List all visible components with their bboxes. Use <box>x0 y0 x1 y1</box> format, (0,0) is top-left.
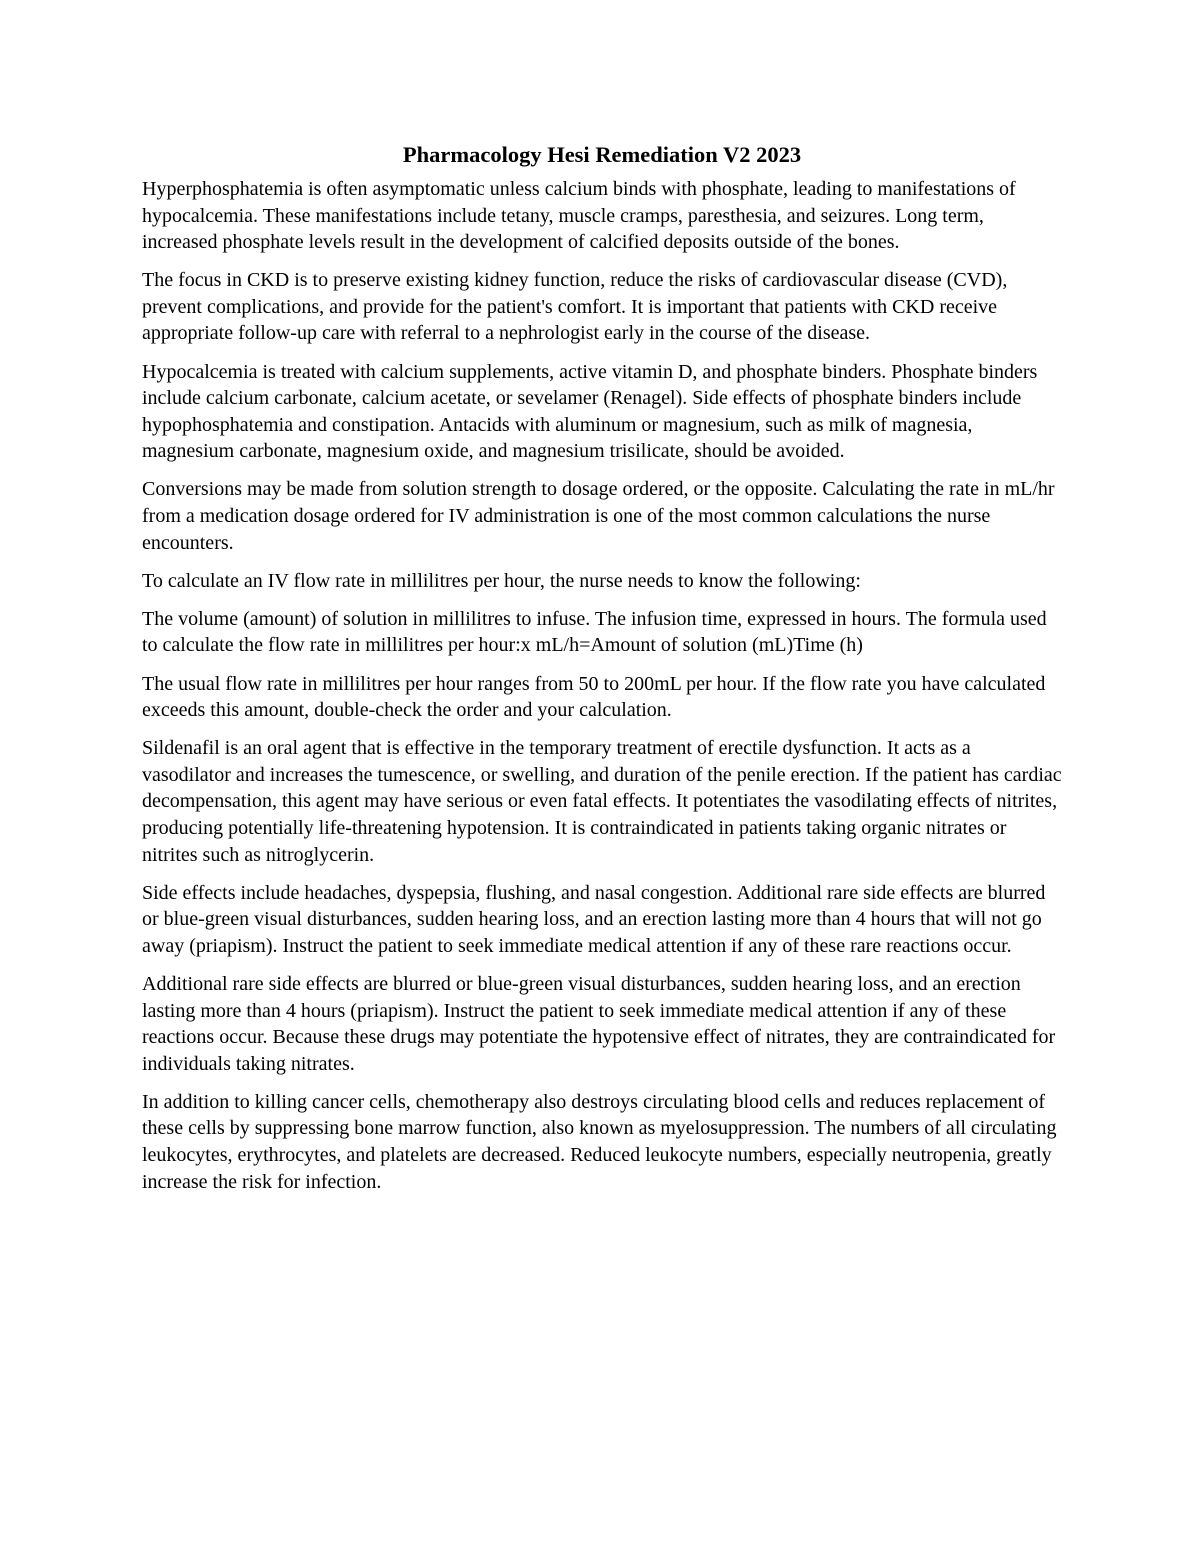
paragraph-chemotherapy: In addition to killing cancer cells, chemotherapy also destroys circulating blood cells and reduces replacement of these cells by suppressing bone marrow function, also known as myelosuppression. The numbers of all circulating leukocytes, erythrocytes, and platelets are decreased. Reduced leukocyte numbers, especially neutropenia, greatly increase the risk for infection. <box>142 1090 1057 1193</box>
paragraph-sildenafil: Sildenafil is an oral agent that is effective in the temporary treatment of erectile dysfunction. It acts as a vasodilator and increases the tumescence, or swelling, and duration of the penile erection. If the patient has cardiac decompensation, this agent may have serious or even fatal effects. It potentiates the vasodilating effects of nitrites, producing potentially life-threatening hypotension. It is contraindicated in patients taking organic nitrates or nitrites such as nitroglycerin. <box>142 737 1062 866</box>
paragraph-conversions: Conversions may be made from solution strength to dosage ordered, or the opposite. Calculating the rate in mL/hr from a medication dosage ordered for IV administration is one of the most common calculations the nurse encounters. <box>142 478 1055 554</box>
paragraph-iv-flow-formula: The volume (amount) of solution in millilitres to infuse. The infusion time, expressed in hours. The formula used to calculate the flow rate in millilitres per hour:x mL/h=Amount of solution (mL)Time (h) <box>142 607 1047 657</box>
paragraph-iv-flow-rate-intro: To calculate an IV flow rate in millilitres per hour, the nurse needs to know the following: <box>142 569 861 592</box>
paragraph-hypocalcemia-treatment: Hypocalcemia is treated with calcium supplements, active vitamin D, and phosphate binders. Phosphate binders include calcium carbonate, calcium acetate, or sevelamer (Renagel). Side effects of phosphate binders include hypophosphatemia and constipation. Antacids with aluminum or magnesium, such as milk of magnesia, magnesium carbonate, magnesium oxide, and magnesium trisilicate, should be avoided. <box>142 360 1038 463</box>
document-title: Pharmacology Hesi Remediation V2 2023 <box>402 142 802 167</box>
document-page <box>142 140 1062 1207</box>
paragraph-usual-flow-rate: The usual flow rate in millilitres per hour ranges from 50 to 200mL per hour. If the flow rate you have calculated exceeds this amount, double-check the order and your calculation. <box>142 672 1046 722</box>
paragraph-hyperphosphatemia: Hyperphosphatemia is often asymptomatic unless calcium binds with phosphate, leading to manifestations of hypocalcemia. These manifestations include tetany, muscle cramps, paresthesia, and seizures. Long term, increased phosphate levels result in the development of calcified deposits outside of the bones. <box>142 178 1016 254</box>
paragraph-ckd-focus: The focus in CKD is to preserve existing kidney function, reduce the risks of cardiovascular disease (CVD), prevent complications, and provide for the patient's comfort. It is important that patients with CKD receive appropriate follow-up care with referral to a nephrologist early in the course of the disease. <box>142 269 1008 345</box>
paragraph-rare-side-effects: Additional rare side effects are blurred or blue-green visual disturbances, sudden hearing loss, and an erection lasting more than 4 hours (priapism). Instruct the patient to seek immediate medical attention if any of these reactions occur. Because these drugs may potentiate the hypotensive effect of nitrates, they are contraindicated for individuals taking nitrates. <box>142 972 1056 1075</box>
paragraph-side-effects: Side effects include headaches, dyspepsia, flushing, and nasal congestion. Additional rare side effects are blurred or blue-green visual disturbances, sudden hearing loss, and an erection lasting more than 4 hours that will not go away (priapism). Instruct the patient to seek immediate medical attention if any of these rare reactions occur. <box>142 881 1046 957</box>
